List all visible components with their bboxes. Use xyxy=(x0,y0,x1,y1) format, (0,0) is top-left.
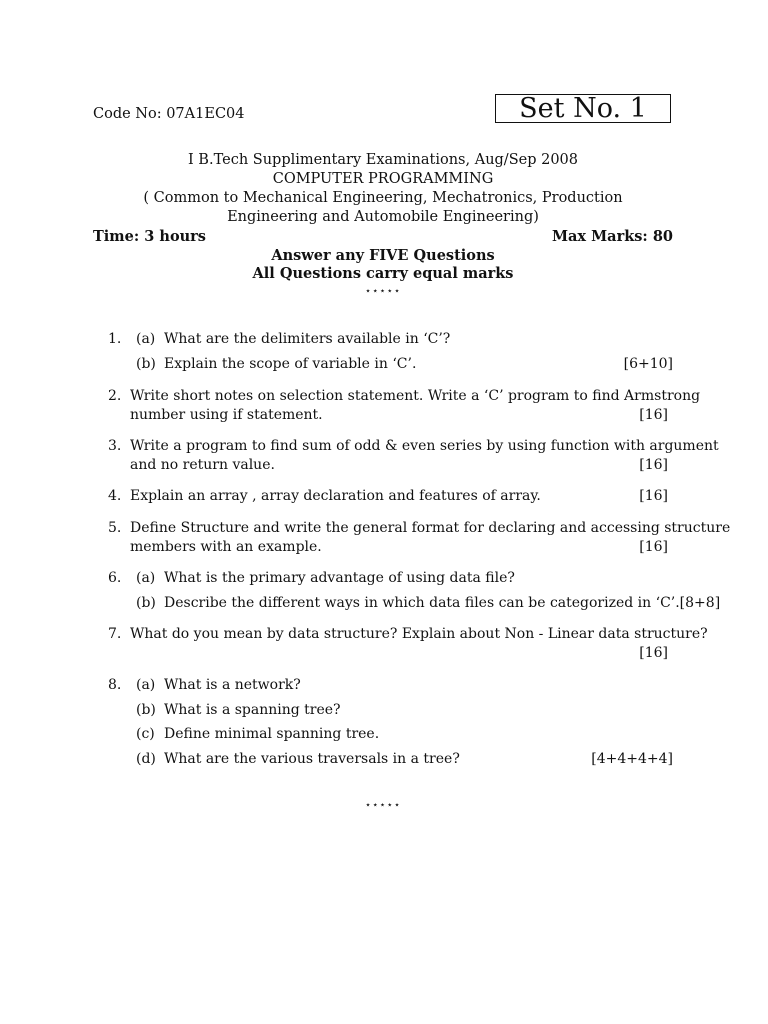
question-7 xyxy=(108,625,708,662)
instruction-answer: Answer any FIVE Questions xyxy=(271,247,495,264)
part-label: (c) xyxy=(136,726,155,742)
instruction-equal-marks: All Questions carry equal marks xyxy=(252,265,514,282)
question-6 xyxy=(108,569,721,612)
question-number: 6. xyxy=(108,570,122,586)
question-4 xyxy=(108,487,673,506)
part-text: What is a network? xyxy=(164,677,301,693)
question-5 xyxy=(108,519,731,556)
part-label: (b) xyxy=(136,594,156,611)
question-text: Write a program to find sum of odd & even series by using function with argument xyxy=(130,438,719,454)
set-number-box: Set No. 1 xyxy=(495,94,671,123)
question-marks: [16] xyxy=(639,644,668,661)
part-text: What are the delimiters available in ‘C’? xyxy=(164,331,451,347)
exam-time: Time: 3 hours xyxy=(93,228,206,245)
question-marks: [16] xyxy=(639,488,668,504)
question-number: 2. xyxy=(108,388,122,404)
footer-stars: ⋆⋆⋆⋆⋆ xyxy=(364,800,402,811)
question-1 xyxy=(108,330,673,373)
question-2 xyxy=(108,387,701,424)
question-number: 5. xyxy=(108,520,122,536)
common-to-line-1: ( Common to Mechanical Engineering, Mechatronics, Production xyxy=(143,190,623,206)
question-8 xyxy=(108,676,673,768)
question-marks: [16] xyxy=(639,456,668,473)
question-text-cont: and no return value. xyxy=(130,456,275,473)
part-label: (a) xyxy=(136,570,156,586)
question-number: 1. xyxy=(108,331,122,347)
question-text: What do you mean by data structure? Explain about Non - Linear data structure? xyxy=(130,626,708,642)
part-text: Describe the different ways in which data files can be categorized in ‘C’.[8+8] xyxy=(164,594,721,611)
question-number: 4. xyxy=(108,488,122,504)
exam-title: I B.Tech Supplimentary Examinations, Aug/Sep 2008 xyxy=(187,152,579,168)
question-3 xyxy=(108,437,719,474)
part-label: (d) xyxy=(136,750,156,767)
question-marks: [4+4+4+4] xyxy=(591,750,673,767)
question-number: 7. xyxy=(108,626,122,642)
part-label: (a) xyxy=(136,331,156,347)
question-number: 8. xyxy=(108,677,122,693)
question-text: Define Structure and write the general format for declaring and accessing structure xyxy=(130,520,731,536)
question-text-cont: members with an example. xyxy=(130,538,322,555)
part-text: What is the primary advantage of using data file? xyxy=(164,570,515,586)
common-to-line-2: Engineering and Automobile Engineering) xyxy=(227,209,539,225)
part-text: What are the various traversals in a tree? xyxy=(164,750,460,767)
question-text: Explain an array , array declaration and features of array. xyxy=(130,488,541,504)
question-number: 3. xyxy=(108,438,122,454)
code-number: Code No: 07A1EC04 xyxy=(93,106,245,122)
question-text-cont: number using if statement. xyxy=(130,406,323,423)
part-label: (b) xyxy=(136,355,156,372)
question-marks: [6+10] xyxy=(623,355,673,372)
part-text: Explain the scope of variable in ‘C’. xyxy=(164,355,417,372)
question-marks: [16] xyxy=(639,538,668,555)
part-label: (b) xyxy=(136,701,156,718)
question-text: Write short notes on selection statement. Write a ‘C’ program to find Armstrong xyxy=(130,388,701,404)
max-marks: Max Marks: 80 xyxy=(551,228,673,245)
time-marks-row xyxy=(93,228,673,245)
part-text: What is a spanning tree? xyxy=(164,701,341,718)
header-stars: ⋆⋆⋆⋆⋆ xyxy=(364,286,402,297)
part-text: Define minimal spanning tree. xyxy=(164,726,380,742)
subject-title: COMPUTER PROGRAMMING xyxy=(272,171,494,187)
part-label: (a) xyxy=(136,677,156,693)
question-marks: [16] xyxy=(639,406,668,423)
